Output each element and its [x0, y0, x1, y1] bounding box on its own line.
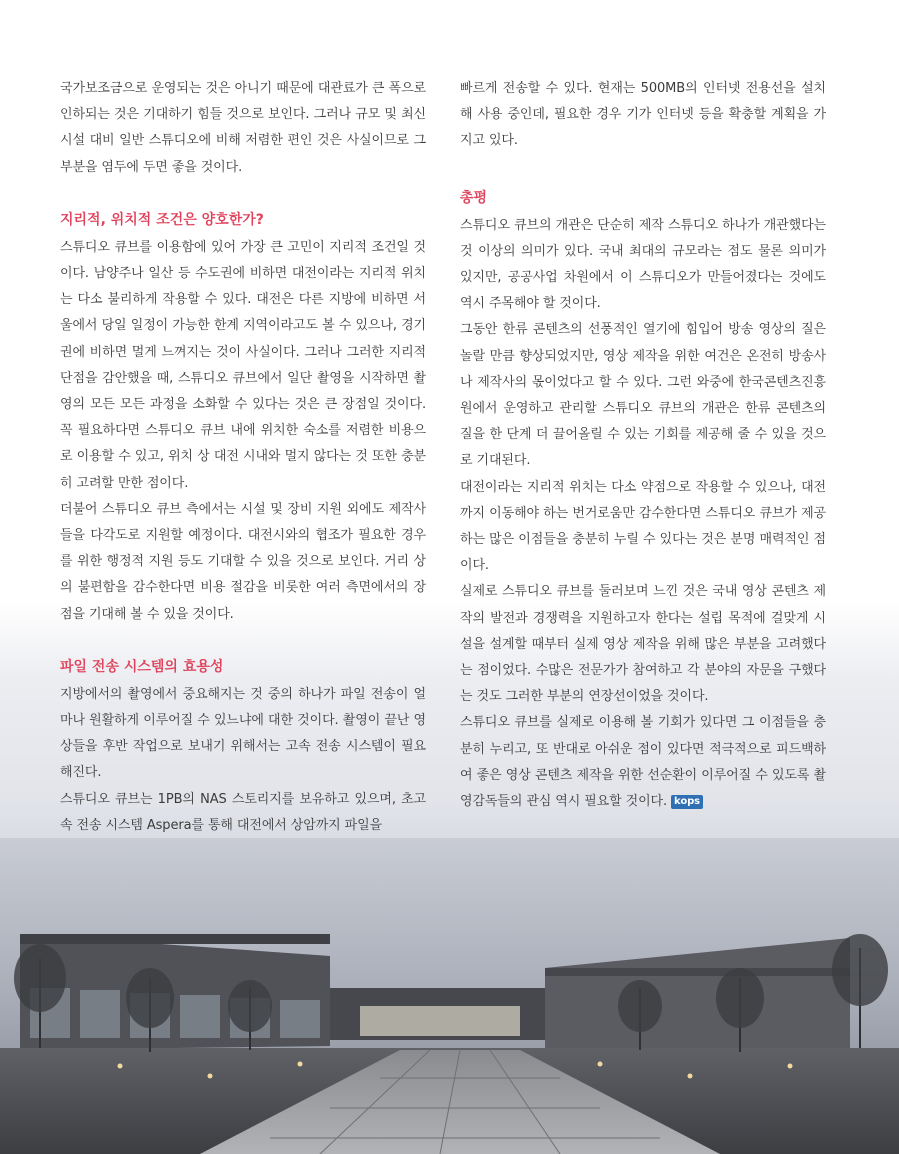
- summary-paragraph-4: 실제로 스튜디오 큐브를 둘러보며 느낀 것은 국내 영상 콘텐츠 제작의 발전과 경쟁력을 지원하고자 한다는 설립 목적에 걸맞게 시설을 설계할 때부터 실제 영상 제작을 위해 많은 부분을 고려했다는 점이었다. 수많은 전문가가 참여하고 각 분야의 자문을 구했다는 것도 그러한 부분의 연장선이었을 것이다.: [460, 584, 826, 705]
- location-paragraph-1: 스튜디오 큐브를 이용함에 있어 가장 큰 고민이 지리적 조건일 것이다. 남양주나 일산 등 수도권에 비하면 대전이라는 지리적 위치는 다소 불리하게 작용할 수 있다. 대전은 다른 지방에 비하면 서울에서 당일 일정이 가능한 한계 지역이라고도 볼 수 있으나, 경기권에 비하면 멀게 느껴지는 것이 사실이다. 그러나 그러한 지리적 단점을 감안했을 때, 스튜디오 큐브에서 일단 촬영을 시작하면 촬영의 모든 모든 과정을 소화할 수 있다는 것은 큰 장점일 것이다. 꼭 필요하다면 스튜디오 큐브 내에 위치한 숙소를 저렴한 비용으로 이용할 수 있고, 위치 상 대전 시내와 멀지 않다는 것 또한 충분히 고려할 만한 점이다.: [60, 239, 426, 491]
- section-heading-location: 지리적, 위치적 조건은 양호한가?: [60, 211, 264, 228]
- building-illustration: [0, 838, 899, 1154]
- studio-building-photo: [0, 838, 899, 1154]
- kops-logo-badge: kops: [671, 795, 703, 809]
- file-transfer-paragraph-1: 지방에서의 촬영에서 중요해지는 것 중의 하나가 파일 전송이 얼마나 원활하게 이루어질 수 있느냐에 대한 것이다. 촬영이 끝난 영상들을 후반 작업으로 보내기 위해서는 고속 전송 시스템이 필요해진다.: [60, 686, 426, 781]
- section-heading-file-transfer: 파일 전송 시스템의 효용성: [60, 658, 224, 675]
- section-heading-summary: 총평: [460, 189, 488, 206]
- intro-paragraph: 국가보조금으로 운영되는 것은 아니기 때문에 대관료가 큰 폭으로 인하되는 것은 기대하기 힘들 것으로 보인다. 그러나 규모 및 최신 시설 대비 일반 스튜디오에 비해 저렴한 편인 것은 사실이므로 그 부분을 염두에 두면 좋을 것이다.: [60, 81, 426, 175]
- location-paragraph-2: 더불어 스튜디오 큐브 측에서는 시설 및 장비 지원 외에도 제작사들을 다각도로 지원할 예정이다. 대전시와의 협조가 필요한 경우를 위한 행정적 지원 등도 기대할 수 있을 것으로 보인다. 거리 상의 불편함을 감수한다면 비용 절감을 비롯한 여러 측면에서의 장점을 기대해 볼 수 있을 것이다.: [60, 501, 426, 622]
- summary-paragraph-1: 스튜디오 큐브의 개관은 단순히 제작 스튜디오 하나가 개관했다는 것 이상의 의미가 있다. 국내 최대의 규모라는 점도 물론 의미가 있지만, 공공사업 차원에서 이 스튜디오가 만들어졌다는 것에도 역시 주목해야 할 것이다.: [460, 217, 826, 312]
- left-column: [60, 76, 426, 839]
- summary-paragraph-5-text: 스튜디오 큐브를 실제로 이용해 볼 기회가 있다면 그 이점들을 충분히 누리고, 또 반대로 아쉬운 점이 있다면 적극적으로 피드백하여 좋은 영상 콘텐츠 제작을 위한 선순환이 이루어질 수 있도록 촬영감독들의 관심 역시 필요할 것이다.: [460, 715, 826, 810]
- summary-paragraph-2: 그동안 한류 콘텐츠의 선풍적인 열기에 힘입어 방송 영상의 질은 놀랄 만큼 향상되었지만, 영상 제작을 위한 여건은 온전히 방송사나 제작사의 몫이었다고 할 수 있다. 그런 와중에 한국콘텐츠진흥원에서 운영하고 관리할 스튜디오 큐브의 개관은 한류 콘텐츠의 질을 한 단계 더 끌어올릴 수 있는 기회를 제공해 줄 수 있을 것으로 기대된다.: [460, 322, 826, 469]
- file-transfer-paragraph-2: 스튜디오 큐브는 1PB의 NAS 스토리지를 보유하고 있으며, 초고속 전송 시스템 Aspera를 통해 대전에서 상암까지 파일을: [60, 791, 426, 833]
- continued-paragraph: 빠르게 전송할 수 있다. 현재는 500MB의 인터넷 전용선을 설치해 사용 중인데, 필요한 경우 기가 인터넷 등을 확충할 계획을 가지고 있다.: [460, 81, 826, 149]
- right-column: [460, 76, 826, 815]
- summary-paragraph-5: [460, 710, 826, 815]
- summary-paragraph-3: 대전이라는 지리적 위치는 다소 약점으로 작용할 수 있으나, 대전까지 이동해야 하는 번거로움만 감수한다면 스튜디오 큐브가 제공하는 많은 이점들을 충분히 누릴 수 있다는 것은 분명 매력적인 점이다.: [460, 479, 826, 574]
